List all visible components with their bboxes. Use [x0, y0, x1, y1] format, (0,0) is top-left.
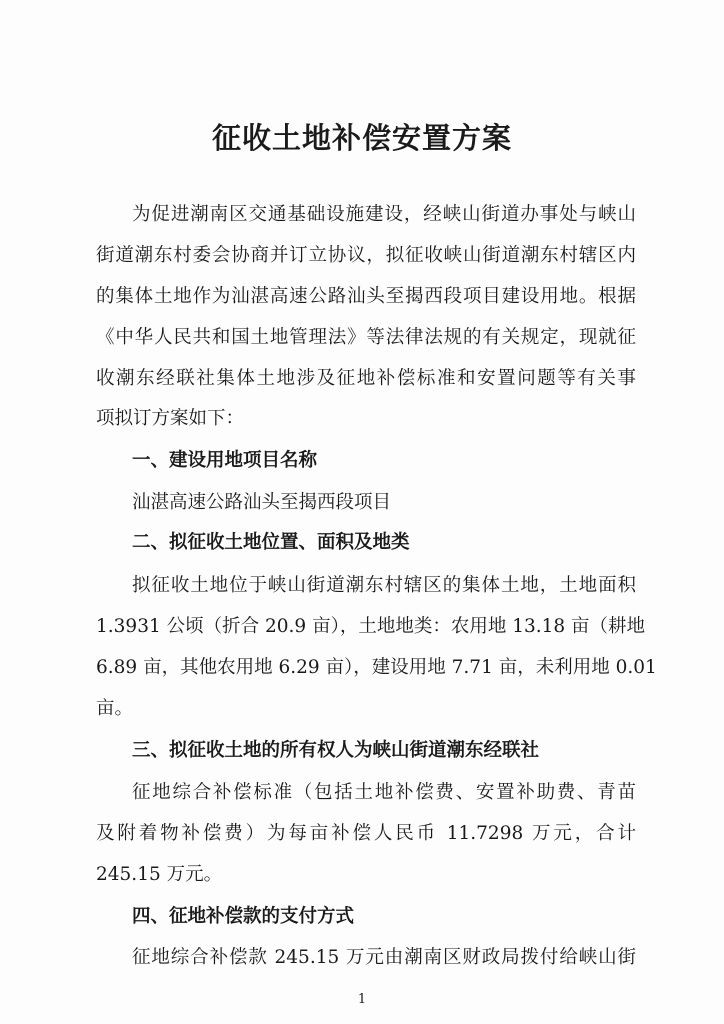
intro-line: 《中华人民共和国土地管理法》等法律法规的有关规定，现就征 — [96, 327, 636, 348]
document-title: 征收土地补偿安置方案 — [211, 121, 512, 155]
section-heading: 四、征地补偿款的支付方式 — [132, 906, 355, 927]
intro-line: 项拟订方案如下： — [96, 408, 245, 429]
section-text: 征地综合补偿款 245.15 万元由潮南区财政局拨付给峡山街 — [132, 947, 636, 968]
section-text: 拟征收土地位于峡山街道潮东村辖区的集体土地，土地面积 — [132, 575, 636, 596]
section-heading: 一、建设用地项目名称 — [132, 450, 318, 471]
section-text: 1.3931 公顷（折合 20.9 亩），土地地类：农用地 13.18 亩（耕地 — [96, 616, 646, 637]
intro-line: 的集体土地作为汕湛高速公路汕头至揭西段项目建设用地。根据 — [96, 286, 636, 307]
section-text: 6.89 亩，其他农用地 6.29 亩），建设用地 7.71 亩，未利用地 0.01 — [96, 657, 657, 678]
section-text: 245.15 万元。 — [96, 864, 223, 885]
intro-line: 为促进潮南区交通基础设施建设，经峡山街道办事处与峡山 — [132, 204, 636, 225]
section-heading: 二、拟征收土地位置、面积及地类 — [132, 532, 410, 553]
section-heading: 三、拟征收土地的所有权人为峡山街道潮东经联社 — [132, 740, 540, 761]
section-text: 征地综合补偿标准（包括土地补偿费、安置补助费、青苗 — [132, 782, 636, 803]
section-text: 及附着物补偿费）为每亩补偿人民币 11.7298 万元，合计 — [96, 823, 636, 844]
intro-line: 街道潮东村委会协商并订立协议，拟征收峡山街道潮东村辖区内 — [96, 245, 636, 266]
section-text: 亩。 — [96, 698, 134, 719]
intro-line: 收潮东经联社集体土地涉及征地补偿标准和安置问题等有关事 — [96, 368, 636, 389]
section-text: 汕湛高速公路汕头至揭西段项目 — [132, 492, 392, 513]
page-number: 1 — [357, 992, 367, 1007]
